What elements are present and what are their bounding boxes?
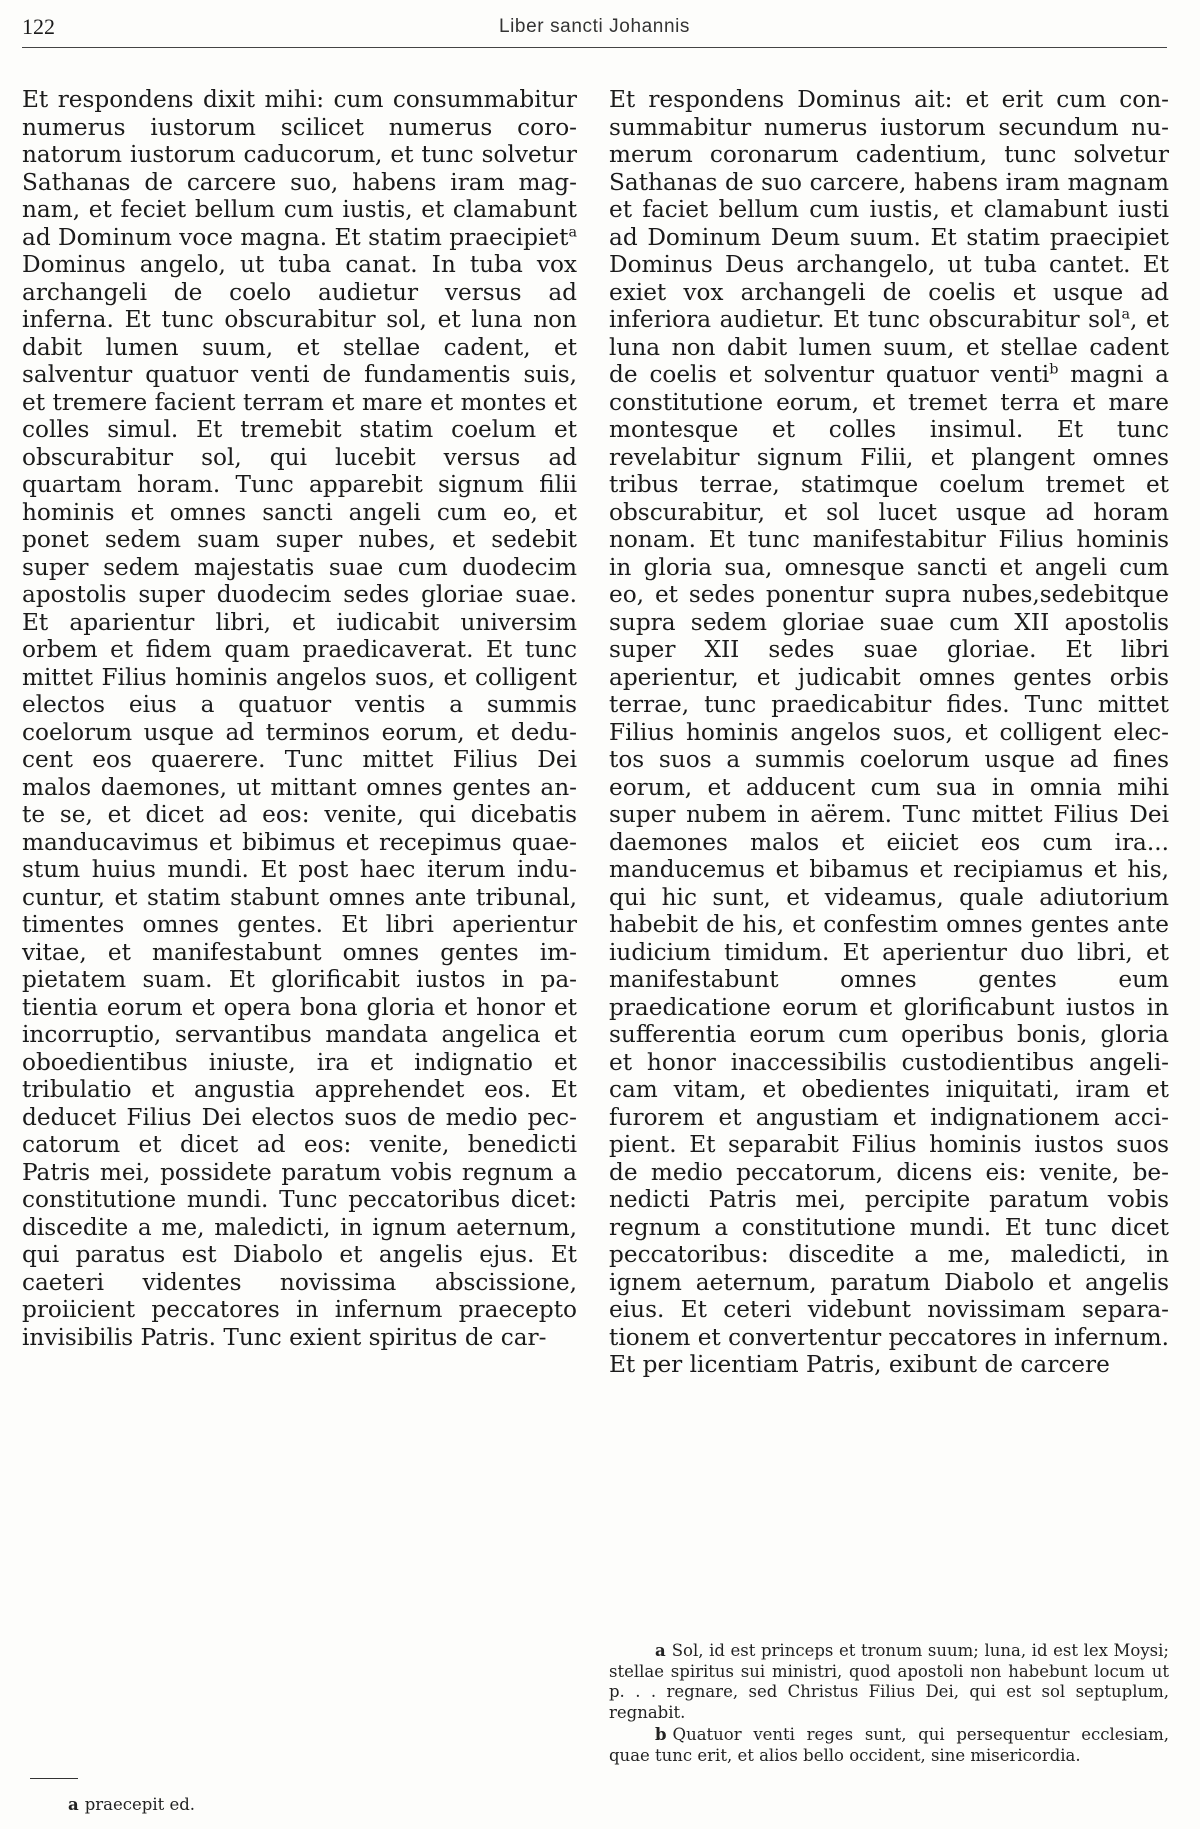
right-text-part-2: , et luna non dabit lumen suum, et stellae cadent de coelis et solventur quatuor venti <box>609 306 1169 388</box>
right-text-part-3: magni a constitutione eorum, et tremet terra et mare montesque et colles insimul. Et tunc revelabitur signum Filii, et plangent omnes tribus terrae, statimque coelum tremet et obscurabitur, et sol lucet usque ad horam nonam. Et tunc manifestabitur Filius hominis in gloria sua, omnesque sancti et angeli cum eo, et sedes ponentur supra nubes,sedebitque supra sedem gloriae suae cum XII apostolis super XII sedes suae gloriae. Et libri aperientur, et judicabit omnes gentes orbis terrae, tunc praedicabitur fides. Tunc mittet Filius hominis angelos suos, et colligent electos suos a summis coelorum usque ad fines eorum, et adducent cum sua in omnia mihi super nubem in aërem. Tunc mittet Filius Dei daemones malos et eiiciet eos cum ira... manducemus et bibamus et recipiamus et his, qui hic sunt, et videamus, quale adiutorium habebit de his, et confestim omnes gentes ante iudicium timidum. Et aperientur duo libri, et manifestabunt omnes gentes eum praedicatione eorum et glorificabunt iustos in sufferentia eorum cum operibus bonis, gloria et honor inaccessibilis custodientibus angelicam vitam, et obedientes iniquitati, iram et furorem et angustiam et indignationem accipient. Et separabit Filius hominis iustos suos de medio peccatorum, dicens eis: venite, benedicti Patris mei, percipite paratum vobis regnum a constitutione mundi. Et tunc dicet peccatoribus: discedite a me, maledicti, in ignem aeternum, paratum Diabolo et angelis eius. Et ceteri videbunt novissimam separationem et convertentur peccatores in infernum. Et per licentiam Patris, exibunt de carcere <box>609 361 1169 1378</box>
left-text-part-2: Dominus angelo, ut tuba canat. In tuba vox archangeli de coelo audietur versus ad inferna. Et tunc obscurabitur sol, et luna non dabit lumen suum, et stellae cadent, et salventur quatuor venti de fundamentis suis, et tremere facient terram et mare et montes et colles simul. Et tremebit statim coelum et obscurabitur sol, qui lucebit versus ad quartam horam. Tunc apparebit signum filii hominis et omnes sancti angeli cum eo, et ponet sedem suam super nubes, et sedebit super sedem majestatis suae cum duodecim apostolis super duodecim sedes gloriae suae. Et aparientur libri, et iudicabit universim orbem et fidem quam praedicaverat. Et tunc mittet Filius hominis angelos suos, et colligent electos eius a quatuor ventis a summis coelorum usque ad terminos eorum, et deducent eos quaerere. Tunc mittet Filius Dei malos daemones, ut mittant omnes gentes ante se, et dicet ad eos: venite, qui dicebatis manducavimus et bibimus et recepimus quaestum huius mundi. Et post haec iterum inducuntur, et statim stabunt omnes ante tribunal, timentes omnes gentes. Et libri aperientur vitae, et manifestabunt omnes gentes impietatem suam. Et glorificabit iustos in patientia eorum et opera bona gloria et honor et incorruptio, servantibus mandata angelica et oboedientibus iniuste, ira et indignatio et tribulatio et angustia apprehendet eos. Et deducet Filius Dei electos suos de medio peccatorum et dicet ad eos: venite, benedicti Patris mei, possidete paratum vobis regnum a constitutione mundi. Tunc peccatoribus dicet: discedite a me, maledicti, in ignum aeternum, qui paratus est Diabolo et angelis ejus. Et caeteri videntes novissima abscissione, proiicient peccatores in infernum praecepto invisibilis Patris. Tunc exient spiritus de car- <box>22 251 577 1351</box>
left-footnotes <box>22 1778 577 1818</box>
footnote-text: Sol, id est princeps et tronum suum; luna, id est lex Moysi; stellae spiritus sui ministri, quod apostoli non habebunt locum ut p. . . regnare, sed Christus Filius Dei, qui est sol septuplum, regnabit. <box>609 1641 1169 1722</box>
footnote <box>22 1795 577 1816</box>
header-rule <box>22 47 1167 48</box>
right-text-part-1: Et respondens Dominus ait: et erit cum consummabitur numerus iustorum secundum numerum coronarum cadentium, tunc solvetur Sathanas de suo carcere, habens iram magnam et faciet bellum cum iustis, et clamabunt iusti ad Dominum Deum suum. Et statim praecipiet Dominus Deus archangelo, ut tuba cantet. Et exiet vox archangeli de coelis et usque ad inferiora audietur. Et tunc obscurabitur sol <box>609 86 1169 333</box>
left-paragraph <box>22 86 577 1351</box>
footnote-text: Quatuor venti reges sunt, qui persequentur ecclesiam, quae tunc erit, et alios bello occident, sine misericordia. <box>609 1725 1169 1765</box>
right-paragraph <box>609 86 1169 1379</box>
footnote-marker-a: a <box>1121 306 1131 323</box>
right-column-text <box>609 86 1169 1379</box>
left-column-text <box>22 86 577 1351</box>
right-footnotes <box>609 1641 1169 1768</box>
footnote <box>609 1725 1169 1766</box>
page-header <box>22 14 1167 50</box>
footnote-mark: a <box>655 1641 666 1660</box>
footnote-mark: a <box>68 1795 79 1814</box>
running-title: Liber sancti Johannis <box>498 16 691 37</box>
footnote-marker-b: b <box>1049 361 1059 378</box>
page-number: 122 <box>22 14 55 39</box>
footnote-text: praecepit ed. <box>84 1795 196 1814</box>
footnote-rule <box>30 1778 78 1779</box>
footnote-marker-a: a <box>568 223 578 240</box>
footnote <box>609 1641 1169 1723</box>
left-text-part-1: Et respondens dixit mihi: cum consummabitur numerus iustorum scilicet numerus coronatorum iustorum caducorum, et tunc solvetur Sathanas de carcere suo, habens iram magnam, et feciet bellum cum iustis, et clamabunt ad Dominum voce magna. Et statim praecipiet <box>22 86 577 251</box>
footnote-mark: b <box>655 1725 667 1744</box>
